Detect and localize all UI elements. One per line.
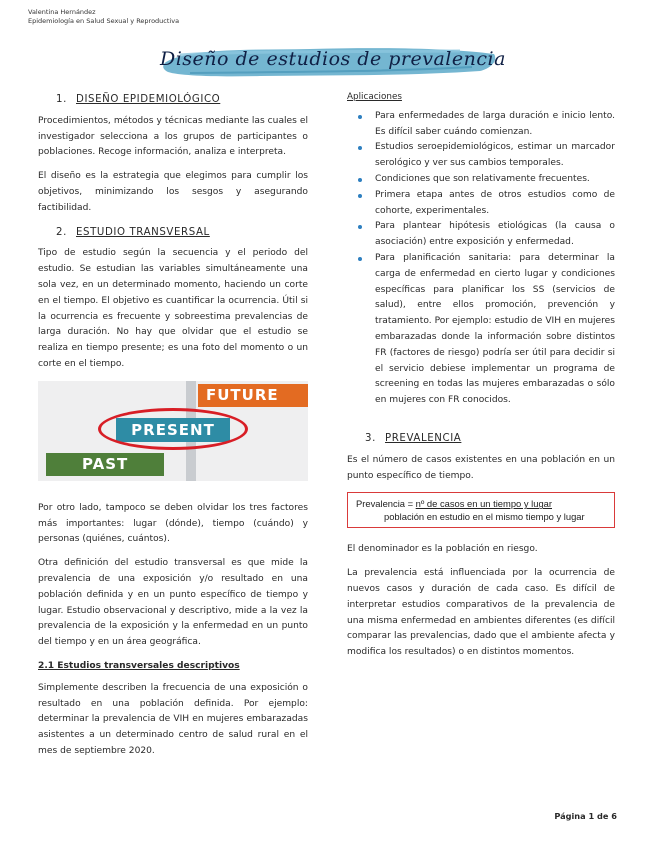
- section-3-paragraph-1: Es el número de casos existentes en una población en un punto específico de tiempo.: [347, 454, 615, 481]
- left-column: [38, 90, 308, 768]
- section-title: DISEÑO EPIDEMIOLÓGICO: [76, 94, 221, 105]
- section-title: PREVALENCIA: [385, 432, 462, 444]
- list-item: Primera etapa antes de otros estudios como de cohorte, experimentales.: [375, 188, 615, 220]
- section-3-paragraph-3: La prevalencia está influenciada por la ocurrencia de nuevos casos y duración de cada caso. Es difícil de interpretar estudios comparativos de la prevalencia de una misma enfermedad en ambientes diferentes (es difícil comparar las prevalencias, dado que el ambiente afecta y modifica los resultados) o en distintos momentos.: [347, 568, 615, 658]
- formula-label: Prevalencia =: [356, 498, 416, 510]
- list-item: Condiciones que son relativamente frecuentes.: [375, 172, 615, 188]
- course-name: Epidemiología en Salud Sexual y Reproductiva: [28, 17, 180, 25]
- section-2-paragraph-4: Simplemente describen la frecuencia de una exposición o resultado en una población definida. Por ejemplo: determinar la prevalencia de VIH en mujeres embarazadas asistentes a un determinado centro de salud rural en el mes de septiembre 2020.: [38, 682, 308, 756]
- section-1-heading: [56, 92, 308, 108]
- author-name: Valentina Hernández: [28, 8, 96, 16]
- list-item: Para planificación sanitaria: para determinar la carga de enfermedad en cierto lugar y condiciones específicas para planificar los SS (servicios de salud), entre ellos promoción, prevención y tratamiento. Por ejemplo: estudio de VIH en mujeres embarazadas donde la información sobre distintos FR (factores de riesgo) podría ser útil para decidir si el servicio debiese implementar un programa de screening en todas las mujeres embarazadas o sólo en mujeres con FR conocidos.: [375, 251, 615, 409]
- signpost-image: [38, 381, 308, 481]
- highlight-circle: [98, 408, 248, 450]
- list-item: Estudios seroepidemiológicos, estimar un marcador serológico y ver sus cambios temporales.: [375, 140, 615, 172]
- section-3-paragraph-2: El denominador es la población en riesgo.: [347, 544, 538, 555]
- section-3-heading: [365, 431, 615, 447]
- page-header: [28, 8, 179, 26]
- prevalence-formula-box: [347, 492, 615, 528]
- page-number: Página 1 de 6: [554, 811, 617, 821]
- future-sign: FUTURE: [198, 384, 308, 407]
- formula-numerator: nº de casos en un tiempo y lugar: [415, 498, 552, 510]
- past-sign: PAST: [46, 453, 164, 476]
- section-number: 1.: [56, 94, 67, 105]
- applications-heading: Aplicaciones: [347, 92, 402, 102]
- section-2-paragraph-2: Por otro lado, tampoco se deben olvidar los tres factores más importantes: lugar (dónde), tiempo (cuándo) y personas (quiénes, cuántos).: [38, 502, 308, 545]
- right-column: [347, 90, 615, 669]
- section-1-paragraph-2: El diseño es la estrategia que elegimos para cumplir los objetivos, minimizando los sesgos y asegurando factibilidad.: [38, 171, 308, 213]
- section-number: 2.: [56, 226, 67, 238]
- title-banner: [160, 42, 506, 80]
- section-1-paragraph-1: Procedimientos, métodos y técnicas mediante las cuales el investigador selecciona a los grupos de participantes o poblaciones. Recoge información, analiza e interpreta.: [38, 115, 308, 158]
- section-2-paragraph-1: Tipo de estudio según la secuencia y el periodo del estudio. Se estudian las variables simultáneamente una sola vez, en un determinado momento, haciendo un corte en el tiempo. El objetivo es cuantificar la ocurrencia. Útil si la ocurrencia es frecuente y sobreestima prevalencias de larga duración. No hay que olvidar que el estudio se realiza en tiempo presente; es una foto del momento o un corte en el tiempo.: [38, 248, 308, 369]
- list-item: Para plantear hipótesis etiológicas (la causa o asociación) entre exposición y enfermedad.: [375, 219, 615, 251]
- section-2-paragraph-3: Otra definición del estudio transversal es que mide la prevalencia de una exposición y/o resultado en una población definida y en un punto específico de tiempo y lugar. Estudio observacional y descriptivo, mide a la vez la prevalencia de la exposición y la enfermedad en un punto del tiempo y en un área geográfica.: [38, 558, 308, 648]
- list-item: Para enfermedades de larga duración e inicio lento. Es difícil saber cuándo comienzan.: [375, 109, 615, 141]
- section-title: ESTUDIO TRANSVERSAL: [76, 226, 210, 238]
- section-number: 3.: [365, 432, 376, 444]
- formula-numerator-line: [356, 497, 608, 510]
- applications-list: [347, 109, 615, 409]
- present-sign: PRESENT: [116, 418, 230, 442]
- subsection-2-1-heading: 2.1 Estudios transversales descriptivos: [38, 660, 240, 671]
- formula-denominator: población en estudio en el mismo tiempo y lugar: [384, 511, 585, 523]
- page-title: Diseño de estudios de prevalencia: [160, 48, 506, 70]
- section-2-heading: [56, 225, 308, 241]
